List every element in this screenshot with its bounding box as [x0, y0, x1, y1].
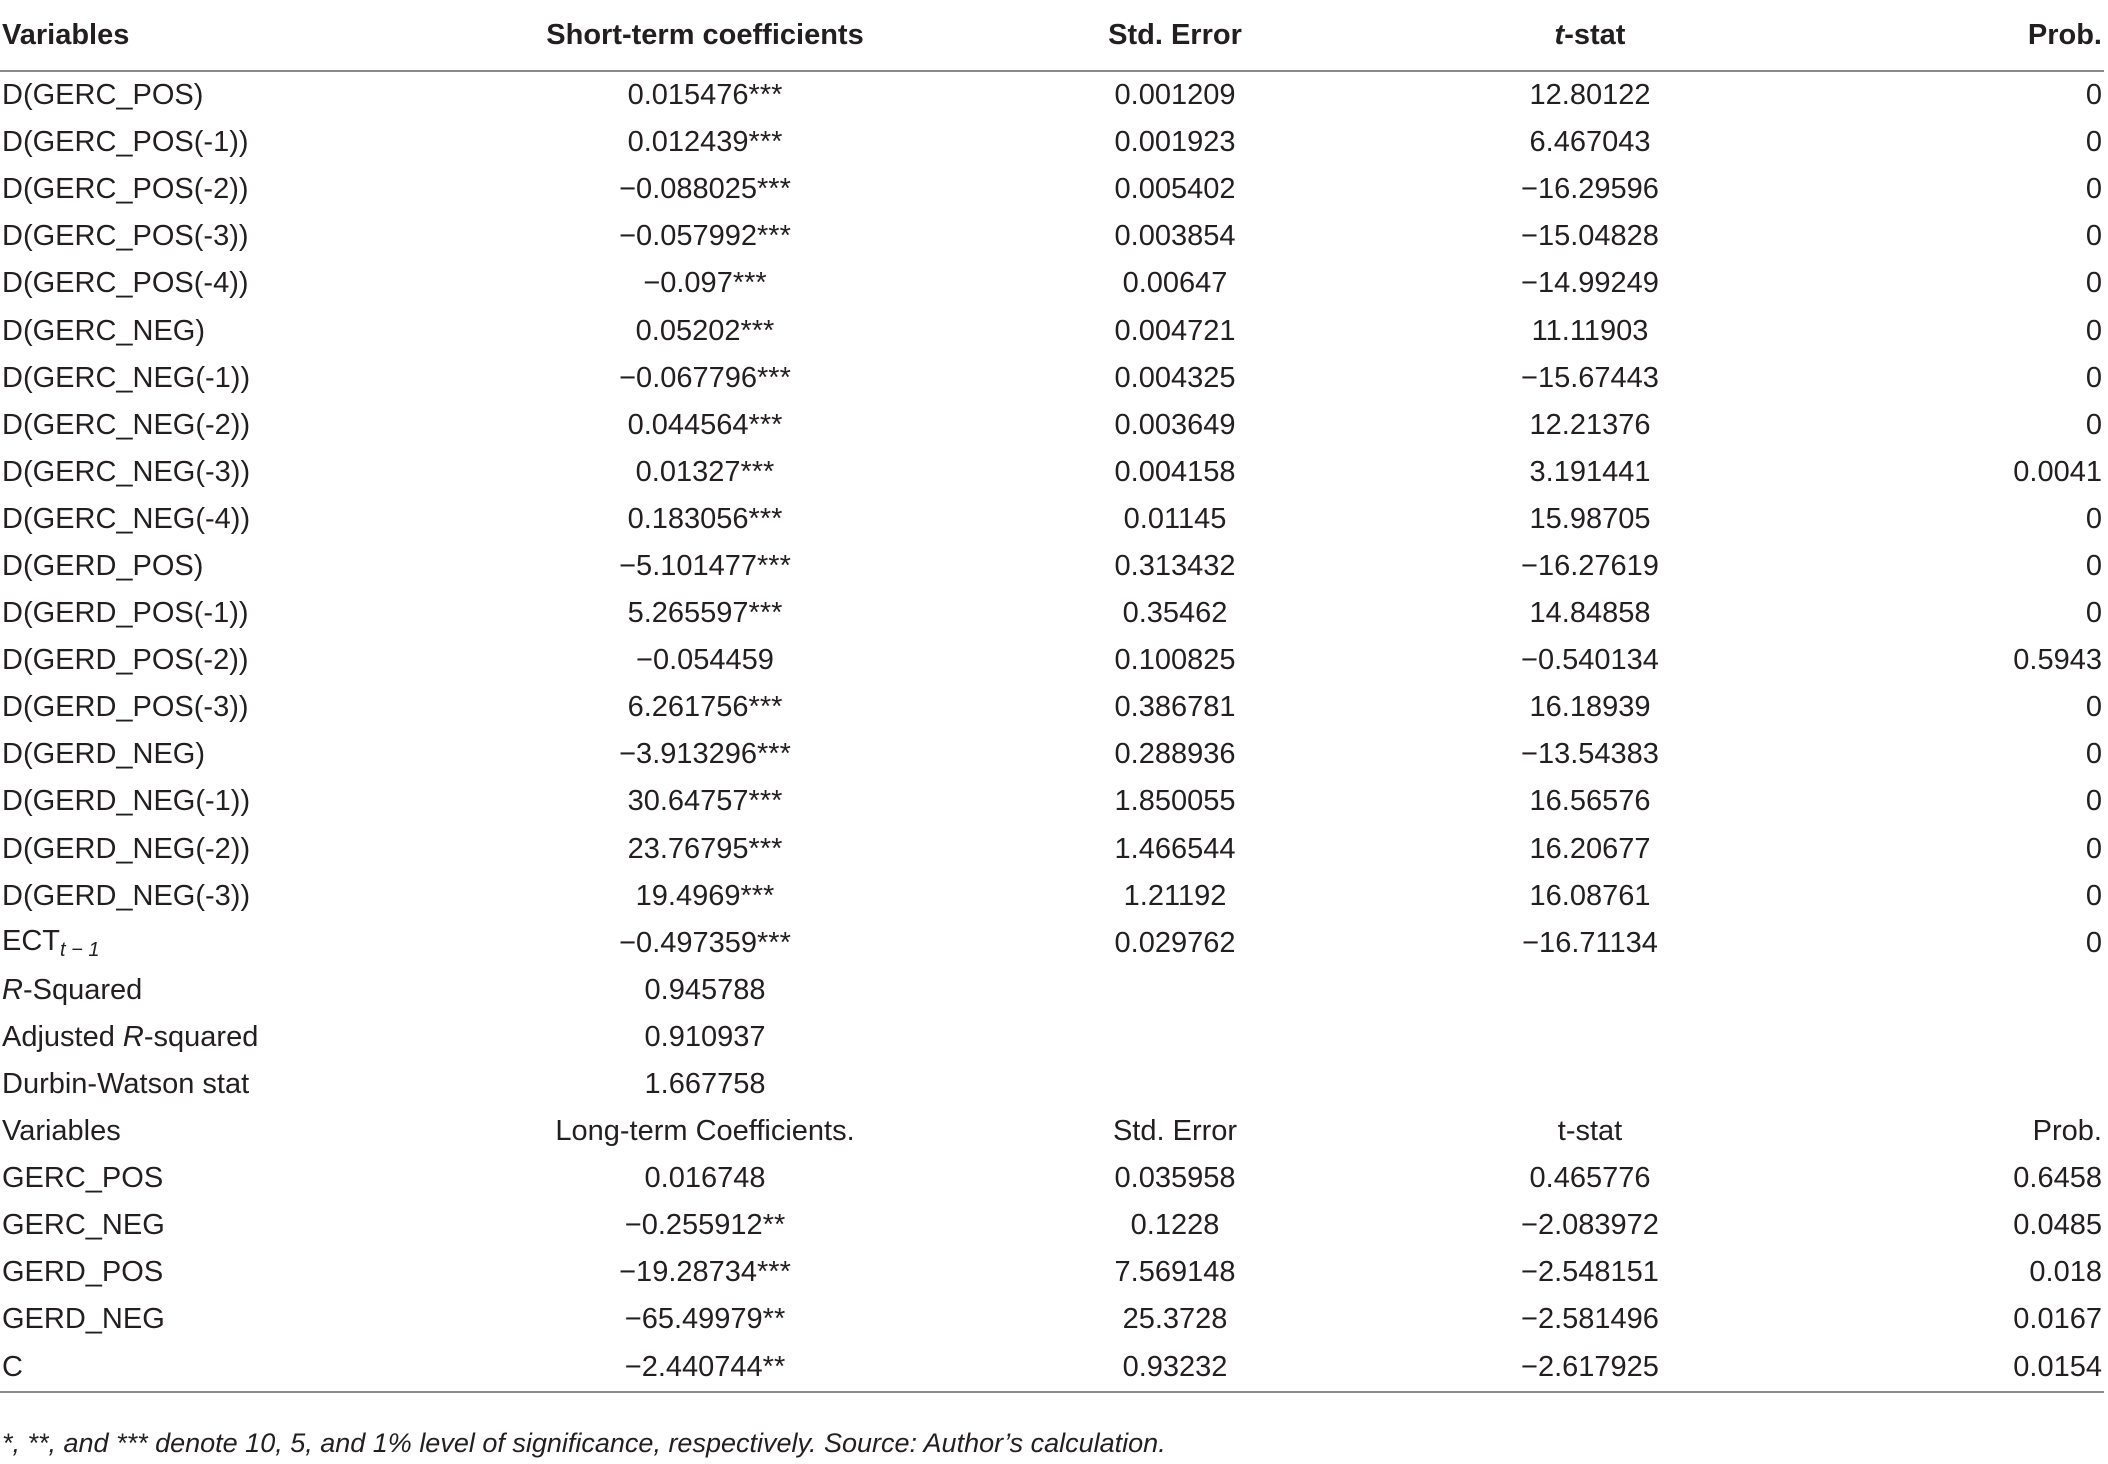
table-row-durbin-watson: [0, 1061, 2104, 1108]
cell-variable: D(GERD_POS): [2, 549, 204, 582]
cell-std-error: 0.288936: [1114, 738, 1236, 771]
cell-coefficient: 30.64757***: [627, 785, 783, 818]
cell-variable: C: [0, 1344, 430, 1392]
empty-cell: [1810, 1061, 2104, 1108]
cell-std-error: 0.003854: [1114, 220, 1236, 253]
cell-variable: D(GERD_POS(-3)): [2, 691, 249, 724]
empty-cell: [1370, 1014, 1810, 1061]
empty-cell: [980, 1061, 1370, 1108]
cell-t-stat: −13.54383: [1521, 738, 1659, 771]
empty-cell: [1810, 1014, 2104, 1061]
cell-std-error: 0.004158: [1114, 455, 1236, 488]
table-body: [0, 71, 2104, 1392]
table-row: [0, 1344, 2104, 1392]
cell-std-error: 0.1228: [1130, 1209, 1220, 1242]
cell-prob: 0: [2085, 738, 2102, 771]
cell-prob: 0: [2085, 785, 2102, 818]
cell-t-stat: 0.465776: [1529, 1162, 1651, 1195]
ect-label: ECT: [2, 924, 60, 957]
cell-variable: D(GERD_NEG(-1)): [2, 785, 251, 818]
empty-cell: [980, 1014, 1370, 1061]
cell-std-error: 25.3728: [1122, 1303, 1228, 1336]
cell-std-error: 0.001923: [1114, 126, 1236, 159]
cell-std-error: 0.00647: [1122, 267, 1228, 300]
cell-coefficient: −0.067796***: [619, 361, 791, 394]
cell-coefficient: −0.088025***: [619, 173, 791, 206]
cell-durbin-watson-label: Durbin-Watson stat: [2, 1068, 250, 1101]
cell-t-stat: 3.191441: [1529, 455, 1651, 488]
cell-prob: 0: [2085, 126, 2102, 159]
table-row: [0, 637, 2104, 684]
long-header-t-stat: t-stat: [1557, 1115, 1623, 1148]
long-term-header-row: [0, 1108, 2104, 1155]
table-row: [0, 119, 2104, 166]
cell-coefficient: 6.261756***: [627, 691, 783, 724]
cell-prob: 0: [2085, 173, 2102, 206]
table-row: [0, 260, 2104, 307]
cell-t-stat: 15.98705: [1529, 502, 1651, 535]
cell-prob: 0: [2085, 220, 2102, 253]
cell-coefficient: −0.097***: [643, 267, 767, 300]
cell-variable: D(GERD_NEG(-3)): [2, 879, 251, 912]
cell-prob: 0.0485: [2013, 1209, 2102, 1242]
cell-prob: 0: [2085, 597, 2102, 630]
cell-std-error: 0.029762: [1114, 926, 1236, 959]
cell-variable: D(GERC_POS(-4)): [2, 267, 249, 300]
cell-coefficient: 0.01327***: [635, 455, 775, 488]
empty-cell: [1370, 1061, 1810, 1108]
cell-coefficient: −0.057992***: [619, 220, 791, 253]
header-std-error: Std. Error: [980, 0, 1370, 71]
cell-coefficient: 23.76795***: [627, 832, 783, 865]
cell-std-error: 0.003649: [1114, 408, 1236, 441]
table-row: [0, 1249, 2104, 1296]
table-row-adjusted-r-squared: [0, 1014, 2104, 1061]
cell-std-error: 0.313432: [1114, 549, 1236, 582]
cell-variable: D(GERC_POS(-1)): [2, 126, 249, 159]
table-row: [0, 778, 2104, 825]
cell-adjusted-r-squared-value: 0.910937: [644, 1020, 766, 1053]
cell-t-stat: 16.56576: [1529, 785, 1651, 818]
table-row-r-squared: [0, 967, 2104, 1014]
cell-std-error: 0.001209: [1114, 79, 1236, 112]
r-squared-rest: -Squared: [22, 973, 143, 1006]
cell-variable: D(GERC_NEG(-3)): [2, 455, 251, 488]
table-row-ect: [0, 920, 2104, 967]
cell-coefficient: 19.4969***: [635, 879, 775, 912]
cell-variable: D(GERC_POS): [2, 79, 204, 112]
cell-coefficient: −2.440744**: [430, 1344, 980, 1392]
cell-coefficient: 0.016748: [644, 1162, 766, 1195]
long-header-coefficients: Long-term Coefficients.: [555, 1115, 855, 1148]
cell-prob: 0.0167: [2013, 1303, 2102, 1336]
cell-std-error: 1.466544: [1114, 832, 1236, 865]
long-header-prob: Prob.: [2032, 1115, 2102, 1148]
cell-coefficient: −0.255912**: [624, 1209, 786, 1242]
cell-prob: 0.018: [2029, 1256, 2102, 1289]
cell-t-stat: 16.08761: [1529, 879, 1651, 912]
cell-r-squared-label: [0, 967, 430, 1014]
cell-variable: GERD_NEG: [2, 1303, 165, 1336]
cell-t-stat: 16.20677: [1529, 832, 1651, 865]
long-header-variables: Variables: [2, 1115, 121, 1148]
table-header: [0, 0, 2104, 71]
cell-prob: 0.5943: [2013, 644, 2102, 677]
cell-std-error: 7.569148: [1114, 1256, 1236, 1289]
table-footnote: *, **, and *** denote 10, 5, and 1% level of significance, respectively. Source: Author’s calculation.: [2, 1428, 1166, 1458]
table-row: [0, 543, 2104, 590]
cell-std-error: 0.004325: [1114, 361, 1236, 394]
table-row: [0, 826, 2104, 873]
cell-prob: 0: [2085, 267, 2102, 300]
cell-std-error: 0.93232: [980, 1344, 1370, 1392]
cell-adjusted-r-squared-label: [0, 1014, 430, 1061]
cell-t-stat: −2.581496: [1521, 1303, 1659, 1336]
cell-prob: 0: [2085, 502, 2102, 535]
table-row: [0, 307, 2104, 354]
table-row: [0, 449, 2104, 496]
empty-cell: [1370, 967, 1810, 1014]
cell-variable: D(GERC_POS(-2)): [2, 173, 249, 206]
cell-variable: D(GERC_NEG(-4)): [2, 502, 251, 535]
cell-t-stat: −15.04828: [1521, 220, 1659, 253]
cell-prob: 0: [2085, 549, 2102, 582]
header-t-stat-italic: t: [1554, 18, 1565, 51]
cell-coefficient: 0.05202***: [635, 314, 775, 347]
table-row: [0, 166, 2104, 213]
cell-std-error: 0.01145: [1123, 502, 1227, 535]
table-row: [0, 71, 2104, 119]
cell-t-stat: −2.617925: [1370, 1344, 1810, 1392]
cell-t-stat: 11.11903: [1531, 314, 1649, 347]
long-header-std-error: Std. Error: [1112, 1115, 1238, 1148]
cell-prob: 0: [2085, 691, 2102, 724]
cell-std-error: 0.035958: [1114, 1162, 1236, 1195]
table-row: [0, 684, 2104, 731]
cell-coefficient: 5.265597***: [627, 597, 783, 630]
cell-t-stat: 16.18939: [1529, 691, 1651, 724]
empty-cell: [980, 967, 1370, 1014]
cell-std-error: 0.004721: [1114, 314, 1236, 347]
cell-coefficient: −0.054459: [636, 644, 774, 677]
cell-durbin-watson-value: 1.667758: [644, 1068, 766, 1101]
cell-coefficient: 0.012439***: [627, 126, 783, 159]
header-t-stat: [1370, 0, 1810, 71]
cell-prob: 0: [2085, 314, 2102, 347]
cell-coefficient: −3.913296***: [619, 738, 791, 771]
cell-r-squared-value: 0.945788: [644, 973, 766, 1006]
cell-prob: 0.0154: [1810, 1344, 2104, 1392]
cell-variable: D(GERD_NEG(-2)): [2, 832, 251, 865]
cell-coefficient: −5.101477***: [619, 549, 791, 582]
adjusted-rest: -squared: [143, 1020, 259, 1053]
cell-variable: GERC_POS: [2, 1162, 164, 1195]
cell-t-stat: −14.99249: [1521, 267, 1659, 300]
cell-variable: D(GERC_NEG): [2, 314, 206, 347]
table-row: [0, 1202, 2104, 1249]
table-row: [0, 590, 2104, 637]
cell-coefficient: −0.497359***: [619, 926, 791, 959]
cell-variable: D(GERD_NEG): [2, 738, 206, 771]
cell-prob: 0.6458: [2013, 1162, 2102, 1195]
cell-std-error: 1.21192: [1123, 879, 1227, 912]
cell-variable: GERC_NEG: [2, 1209, 165, 1242]
cell-coefficient: 0.183056***: [627, 502, 783, 535]
cell-std-error: 0.386781: [1114, 691, 1236, 724]
cell-t-stat: −16.29596: [1521, 173, 1659, 206]
table-row: [0, 731, 2104, 778]
cell-t-stat: −16.27619: [1521, 549, 1659, 582]
adjusted-prefix: Adjusted: [2, 1020, 123, 1053]
ect-subscript: t − 1: [60, 938, 100, 961]
cell-std-error: 0.005402: [1114, 173, 1236, 206]
cell-t-stat: −15.67443: [1521, 361, 1659, 394]
cell-prob: 0: [2085, 408, 2102, 441]
cell-t-stat: −2.083972: [1521, 1209, 1659, 1242]
cell-prob: 0: [2085, 879, 2102, 912]
table-row: [0, 402, 2104, 449]
cell-t-stat: 6.467043: [1529, 126, 1651, 159]
cell-variable: D(GERC_NEG(-1)): [2, 361, 251, 394]
table-row: [0, 873, 2104, 920]
cell-std-error: 0.100825: [1114, 644, 1236, 677]
adjusted-r-italic: R: [122, 1020, 144, 1053]
cell-prob: 0: [2085, 832, 2102, 865]
header-variables: Variables: [0, 0, 430, 71]
cell-t-stat: −16.71134: [1522, 926, 1658, 959]
cell-variable: D(GERD_POS(-2)): [2, 644, 249, 677]
cell-t-stat: −0.540134: [1521, 644, 1659, 677]
cell-t-stat: 12.21376: [1529, 408, 1651, 441]
cell-std-error: 0.35462: [1122, 597, 1228, 630]
cell-variable: D(GERD_POS(-1)): [2, 597, 249, 630]
empty-cell: [1810, 967, 2104, 1014]
cell-variable: D(GERC_POS(-3)): [2, 220, 249, 253]
cell-variable: GERD_POS: [2, 1256, 164, 1289]
header-row: [0, 0, 2104, 71]
header-prob: Prob.: [1810, 0, 2104, 71]
cell-coefficient: 0.044564***: [627, 408, 783, 441]
header-t-stat-rest: -stat: [1564, 18, 1626, 51]
cell-prob: 0: [2085, 926, 2102, 959]
table-row: [0, 213, 2104, 260]
cell-std-error: 1.850055: [1114, 785, 1236, 818]
table-row: [0, 1155, 2104, 1202]
r-squared-italic: R: [2, 973, 23, 1006]
cell-prob: 0.0041: [2013, 455, 2102, 488]
table-row: [0, 355, 2104, 402]
cell-prob: 0: [2085, 361, 2102, 394]
cell-t-stat: −2.548151: [1521, 1256, 1659, 1289]
cell-coefficient: −19.28734***: [619, 1256, 791, 1289]
cell-prob: 0: [2085, 79, 2102, 112]
cell-coefficient: −65.49979**: [624, 1303, 786, 1336]
cell-t-stat: 14.84858: [1529, 597, 1651, 630]
cell-coefficient: 0.015476***: [627, 79, 783, 112]
cell-variable: D(GERC_NEG(-2)): [2, 408, 251, 441]
table-row: [0, 496, 2104, 543]
cell-t-stat: 12.80122: [1529, 79, 1651, 112]
cell-variable-ect: [0, 920, 430, 967]
header-short-term-coefficients: Short-term coefficients: [430, 0, 980, 71]
table-row: [0, 1296, 2104, 1343]
